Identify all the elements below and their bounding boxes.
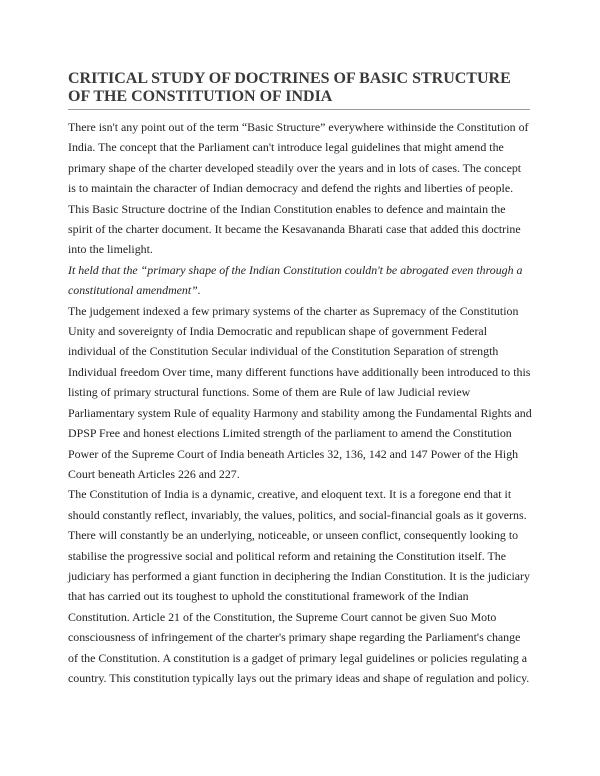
paragraph-line: individual of the Constitution Secular individual of the Constitution Separation of strength (68, 344, 499, 359)
paragraph-line: primary shape of the charter developed steadily over the years and in lots of cases. The concept (68, 160, 522, 175)
paragraph-line: Constitution. Article 21 of the Constitution, the Supreme Court cannot be given Suo Moto (68, 609, 497, 624)
italic-quote-paragraph (68, 260, 538, 301)
paragraph-line: spirit of the charter document. It became the Kesavananda Bharati case that added this doctrine (68, 222, 521, 237)
paragraph-line: There isn't any point out of the term “Basic Structure” everywhere withinside the Constitution of (68, 120, 529, 134)
paragraph-line: that has carried out its toughest to uphold the constitutional framework of the Indian (68, 589, 469, 604)
paragraph-line: Court beneath Articles 226 and 227. (68, 466, 240, 481)
paragraph-line: of the Constitution. A constitution is a gadget of primary legal guidelines or policies regulating a (68, 650, 528, 665)
paragraph-line: There will constantly be an underlying, noticeable, or unseen conflict, consequently looking to (68, 528, 519, 543)
paragraph-line: It held that the “primary shape of the Indian Constitution couldn't be abrogated even through a (68, 262, 523, 277)
paragraph-line: This Basic Structure doctrine of the Indian Constitution enables to defence and maintain the (68, 201, 506, 216)
paragraph-line: The Constitution of India is a dynamic, creative, and eloquent text. It is a foregone end that it (68, 487, 512, 502)
body-paragraph (68, 117, 538, 260)
paragraph-line: India. The concept that the Parliament can't introduce legal guidelines that might amend the (68, 140, 504, 155)
paragraph-line: stabilise the progressive social and political reform and retaining the Constitution itself. The (68, 548, 506, 563)
title-line: OF THE CONSTITUTION OF INDIA (68, 88, 333, 105)
document-title (68, 70, 538, 106)
title-line: CRITICAL STUDY OF DOCTRINES OF BASIC STRUCTURE (68, 70, 511, 87)
paragraph-line: listing of primary structural functions. Some of them are Rule of law Judicial review (68, 385, 471, 400)
paragraph-line: constitutional amendment”. (68, 283, 201, 298)
paragraph-line: The judgement indexed a few primary systems of the charter as Supremacy of the Constitution (68, 303, 519, 318)
paragraph-line: Unity and sovereignty of India Democratic and republican shape of government Federal (68, 324, 487, 339)
document-body (68, 117, 538, 688)
body-paragraph (68, 301, 538, 485)
paragraph-line: is to maintain the character of Indian democracy and defend the rights and liberties of people. (68, 181, 514, 196)
paragraph-line: judiciary has performed a giant function in deciphering the Indian Constitution. It is the judiciary (68, 568, 530, 583)
paragraph-line: Power of the Supreme Court of India beneath Articles 32, 136, 142 and 147 Power of the High (68, 446, 519, 461)
paragraph-line: DPSP Free and honest elections Limited strength of the parliament to amend the Constitution (68, 426, 512, 441)
paragraph-line: country. This constitution typically lays out the primary ideas and shape of regulation and policy. (68, 670, 530, 685)
paragraph-line: consciousness of infringement of the charter's primary shape regarding the Parliament's change (68, 630, 521, 645)
paragraph-line: into the limelight. (68, 242, 153, 257)
paragraph-line: Individual freedom Over time, many different functions have additionally been introduced to this (68, 364, 531, 379)
paragraph-line: should constantly reflect, invariably, the values, politics, and social-financial goals as it governs. (68, 507, 527, 522)
paragraph-line: Parliamentary system Rule of equality Harmony and stability among the Fundamental Rights and (68, 405, 532, 420)
body-paragraph (68, 484, 538, 688)
title-divider (68, 109, 530, 110)
